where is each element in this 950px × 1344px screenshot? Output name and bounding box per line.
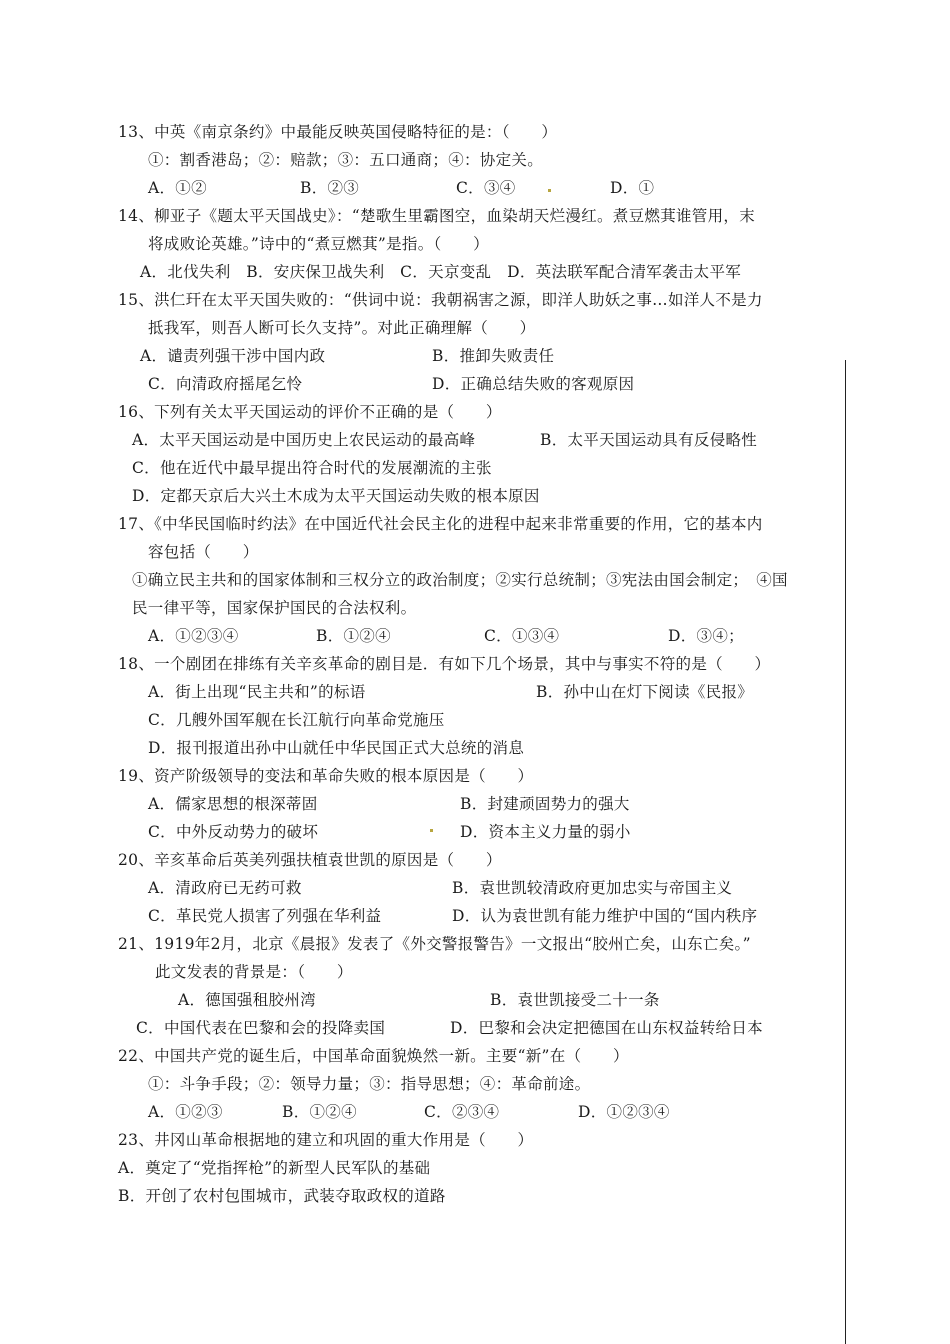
question-13-stem: 13、中英《南京条约》中最能反映英国侵略特征的是：（ ） — [118, 123, 558, 141]
question-14-stem: 14、柳亚子《题太平天国战史》：“楚歌生里霸图空，血染胡天烂漫红。煮豆燃萁谁管用，末 — [118, 207, 755, 225]
question-21-option-b: B．袁世凯接受二十一条 — [490, 991, 660, 1009]
question-19-option-b: B．封建顽固势力的强大 — [460, 795, 630, 813]
question-22-option-a: A．①②③ — [148, 1103, 223, 1121]
question-22-option-c: C．②③④ — [424, 1103, 500, 1121]
question-22-items: ①：斗争手段；②：领导力量；③：指导思想；④：革命前途。 — [148, 1075, 591, 1093]
question-23-option-a: A．奠定了“党指挥枪”的新型人民军队的基础 — [118, 1159, 431, 1177]
question-17-stem-cont: 容包括（ ） — [148, 543, 259, 561]
question-20-option-c: C．革民党人损害了列强在华利益 — [148, 907, 382, 925]
question-17-option-a: A．①②③④ — [148, 627, 239, 645]
question-20-option-a: A．清政府已无药可救 — [148, 879, 302, 897]
question-20-option-b: B．袁世凯较清政府更加忠实与帝国主义 — [452, 879, 733, 897]
question-17-option-c: C．①③④ — [484, 627, 560, 645]
question-16-option-a: A．太平天国运动是中国历史上农民运动的最高峰 — [132, 431, 476, 449]
question-22-option-b: B．①②④ — [282, 1103, 357, 1121]
question-19-option-c: C．中外反动势力的破坏 — [148, 823, 319, 841]
question-13-option-d: D．① — [610, 179, 655, 197]
question-21-option-c: C．中国代表在巴黎和会的投降卖国 — [136, 1019, 386, 1037]
question-13-option-b: B．②③ — [300, 179, 360, 197]
question-17-option-b: B．①②④ — [316, 627, 391, 645]
question-17-stem: 17、《中华民国临时约法》在中国近代社会民主化的进程中起来非常重要的作用，它的基本内 — [118, 515, 763, 533]
question-16-option-d: D．定都天京后大兴土木成为太平天国运动失败的根本原因 — [132, 487, 540, 505]
question-15-option-b: B．推卸失败责任 — [432, 347, 555, 365]
question-13-option-c: C．③④ — [456, 179, 516, 197]
question-16-stem: 16、下列有关太平天国运动的评价不正确的是（ ） — [118, 403, 502, 421]
question-21-stem: 21、1919年2月，北京《晨报》发表了《外交警报警告》一文报出“胶州亡矣，山东亡矣。” — [118, 935, 751, 953]
margin-rule — [845, 360, 846, 1344]
question-15-option-d: D．正确总结失败的客观原因 — [432, 375, 635, 393]
question-17-option-d: D．③④； — [668, 627, 744, 645]
ink-speck — [548, 189, 551, 192]
question-15-option-a: A．谴责列强干涉中国内政 — [140, 347, 326, 365]
question-15-option-c: C．向清政府摇尾乞怜 — [148, 375, 303, 393]
question-13-items: ①：割香港岛；②：赔款；③：五口通商；④：协定关。 — [148, 151, 544, 169]
question-21-option-a: A．德国强租胶州湾 — [178, 991, 316, 1009]
question-21-stem-cont: 此文发表的背景是：（ ） — [155, 963, 353, 981]
question-14-options: A．北伐失利 B．安庆保卫战失利 C．天京变乱 D．英法联军配合清军袭击太平军 — [140, 263, 742, 281]
ink-speck — [430, 829, 433, 832]
question-14-stem-cont: 将成败论英雄。”诗中的“煮豆燃萁”是指。（ ） — [148, 235, 489, 253]
question-15-stem-cont: 抵我军，则吾人断可长久支持”。对此正确理解（ ） — [148, 319, 536, 337]
question-23-stem: 23、井冈山革命根据地的建立和巩固的重大作用是（ ） — [118, 1131, 534, 1149]
question-20-option-d: D．认为袁世凯有能力维护中国的“国内秩序 — [452, 907, 758, 925]
question-17-items: ①确立民主共和的国家体制和三权分立的政治制度；②实行总统制；③宪法由国会制定； ④国 — [132, 571, 788, 589]
question-16-option-b: B．太平天国运动具有反侵略性 — [540, 431, 758, 449]
question-13-option-a: A．①② — [148, 179, 207, 197]
question-22-option-d: D．①②③④ — [578, 1103, 670, 1121]
question-16-option-c: C．他在近代中最早提出符合时代的发展潮流的主张 — [132, 459, 492, 477]
question-18-stem: 18、一个剧团在排练有关辛亥革命的剧目是．有如下几个场景，其中与事实不符的是（ ） — [118, 655, 771, 673]
question-18-option-a: A．街上出现“民主共和”的标语 — [148, 683, 366, 701]
question-18-option-c: C．几艘外国军舰在长江航行向革命党施压 — [148, 711, 445, 729]
question-20-stem: 20、辛亥革命后英美列强扶植袁世凯的原因是（ ） — [118, 851, 502, 869]
question-21-option-d: D．巴黎和会决定把德国在山东权益转给日本 — [450, 1019, 763, 1037]
question-19-option-d: D．资本主义力量的弱小 — [460, 823, 631, 841]
question-19-stem: 19、资产阶级领导的变法和革命失败的根本原因是（ ） — [118, 767, 534, 785]
question-22-stem: 22、中国共产党的诞生后，中国革命面貌焕然一新。主要“新”在（ ） — [118, 1047, 629, 1065]
question-19-option-a: A．儒家思想的根深蒂固 — [148, 795, 318, 813]
question-15-stem: 15、洪仁玕在太平天国失败的：“供词中说：我朝祸害之源，即洋人助妖之事…如洋人不是力 — [118, 291, 763, 309]
question-18-option-d: D．报刊报道出孙中山就任中华民国正式大总统的消息 — [148, 739, 525, 757]
question-17-items-cont: 民一律平等，国家保护国民的合法权利。 — [132, 599, 417, 617]
question-23-option-b: B．开创了农村包围城市，武装夺取政权的道路 — [118, 1187, 446, 1205]
question-18-option-b: B．孙中山在灯下阅读《民报》 — [536, 683, 754, 701]
